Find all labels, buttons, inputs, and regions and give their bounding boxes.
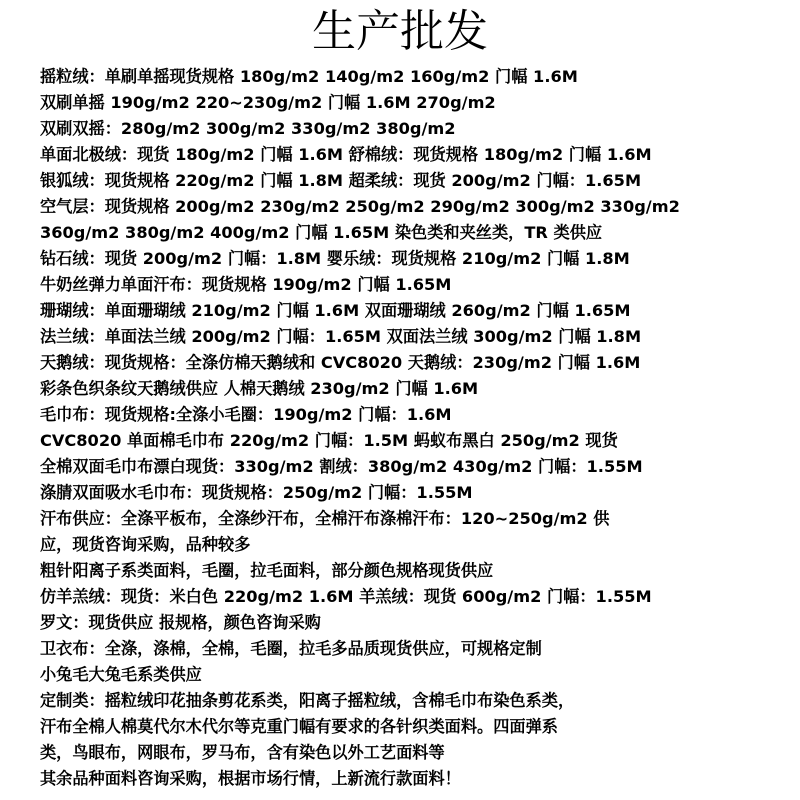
- text-line: 小兔毛大兔毛系类供应: [40, 665, 202, 684]
- text-line: 全棉双面毛巾布漂白现货：330g/m2 割绒：380g/m2 430g/m2 门幅：1.55M: [40, 457, 643, 476]
- text-line: 应，现货咨询采购，品种较多: [40, 535, 251, 554]
- text-line: 卫衣布：全涤，涤棉，全棉，毛圈，拉毛多品质现货供应，可规格定制: [40, 639, 542, 658]
- text-line: 牛奶丝弹力单面汗布：现货规格 190g/m2 门幅 1.65M: [40, 275, 452, 294]
- text-line: 单面北极绒：现货 180g/m2 门幅 1.6M 舒棉绒：现货规格 180g/m2 门幅 1.6M: [40, 145, 652, 164]
- text-line: 360g/m2 380g/m2 400g/m2 门幅 1.65M 染色类和夹丝类，TR 类供应: [40, 223, 603, 242]
- page-title: 生产批发: [312, 6, 488, 57]
- document-body: [40, 64, 760, 792]
- text-line: 天鹅绒：现货规格：全涤仿棉天鹅绒和 CVC8020 天鹅绒：230g/m2 门幅 1.6M: [40, 353, 641, 372]
- text-line: 空气层：现货规格 200g/m2 230g/m2 250g/m2 290g/m2 300g/m2 330g/m2: [40, 197, 680, 216]
- text-line: 仿羊羔绒：现货：米白色 220g/m2 1.6M 羊羔绒：现货 600g/m2 门幅：1.55M: [40, 587, 652, 606]
- text-line: 彩条色织条纹天鹅绒供应 人棉天鹅绒 230g/m2 门幅 1.6M: [40, 379, 479, 398]
- text-line: 双刷双摇：280g/m2 300g/m2 330g/m2 380g/m2: [40, 119, 456, 138]
- text-line: 毛巾布：现货规格:全涤小毛圈：190g/m2 门幅：1.6M: [40, 405, 452, 424]
- text-line: CVC8020 单面棉毛巾布 220g/m2 门幅：1.5M 蚂蚁布黑白 250g/m2 现货: [40, 431, 618, 450]
- text-line: 钻石绒：现货 200g/m2 门幅：1.8M 婴乐绒：现货规格 210g/m2 门幅 1.8M: [40, 249, 630, 268]
- text-line: 珊瑚绒：单面珊瑚绒 210g/m2 门幅 1.6M 双面珊瑚绒 260g/m2 门幅 1.65M: [40, 301, 631, 320]
- text-line: 粗针阳离子系类面料，毛圈，拉毛面料，部分颜色规格现货供应: [40, 561, 494, 580]
- text-line: 定制类：摇粒绒印花抽条剪花系类，阳离子摇粒绒，含棉毛巾布染色系类，: [40, 691, 575, 710]
- text-line: 涤腈双面吸水毛巾布：现货规格：250g/m2 门幅：1.55M: [40, 483, 473, 502]
- text-line: 汗布全棉人棉莫代尔木代尔等克重门幅有要求的各针织类面料。四面弹系: [40, 717, 558, 736]
- text-line: 摇粒绒：单刷单摇现货规格 180g/m2 140g/m2 160g/m2 门幅 1.6M: [40, 67, 578, 86]
- text-line: 银狐绒：现货规格 220g/m2 门幅 1.8M 超柔绒：现货 200g/m2 门幅：1.65M: [40, 171, 642, 190]
- text-line: 汗布供应：全涤平板布，全涤纱汗布，全棉汗布涤棉汗布：120~250g/m2 供: [40, 509, 610, 528]
- text-line: 其余品种面料咨询采购，根据市场行情，上新流行款面料！: [40, 769, 461, 788]
- text-line: 法兰绒：单面法兰绒 200g/m2 门幅：1.65M 双面法兰绒 300g/m2 门幅 1.8M: [40, 327, 642, 346]
- text-line: 双刷单摇 190g/m2 220~230g/m2 门幅 1.6M 270g/m2: [40, 93, 496, 112]
- text-line: 类，鸟眼布，网眼布，罗马布，含有染色以外工艺面料等: [40, 743, 445, 762]
- text-line: 罗文：现货供应 报规格，颜色咨询采购: [40, 613, 321, 632]
